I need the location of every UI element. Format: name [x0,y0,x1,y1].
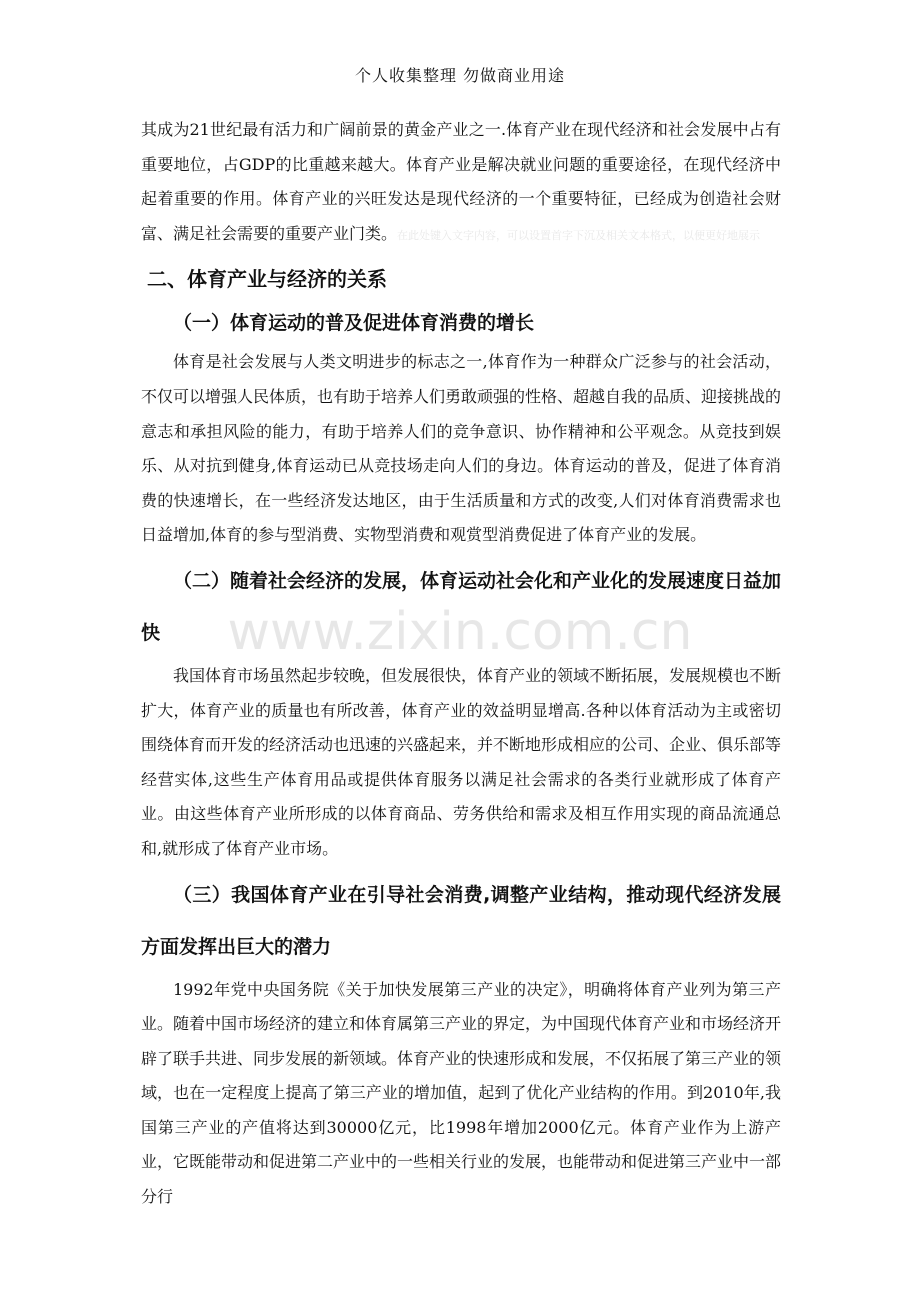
subsection-heading-1: （一）体育运动的普及促进体育消费的增长 [173,312,535,335]
page-header: 个人收集整理 勿做商业用途 [354,66,566,85]
faint-hidden-text: 在此处键入文字内容，可以设置首字下沉及相关文本格式，以便更好地展示 [397,228,761,242]
subsection-paragraph-2: 我国体育市场虽然起步较晚，但发展很快，体育产业的领域不断拓展，发展规模也不断扩大，体育产业的质量也有所改善，体育产业的效益明显增高.各种以体育活动为主或密切围绕体育而开发的经济活动也迅速的兴盛起来，并不断地形成相应的公司、企业、俱乐部等经营实体,这些生产体育用品或提供体育服务以满足社会需求的各类行业就形成了体育产业。由这些体育产业所形成的以体育商品、劳务供给和需求及相互作用实现的商品流通总和,就形成了体育产业市场。 [141,665,782,858]
section-heading: 二、体育产业与经济的关系 [147,267,387,292]
intro-text: 其成为21世纪最有活力和广阔前景的黄金产业之一.体育产业在现代经济和社会发展中占有重要地位，占GDP的比重越来越大。体育产业是解决就业问题的重要途径，在现代经济中起着重要的作用。体育产业的兴旺发达是现代经济的一个重要特征，已经成为创造社会财富、满足社会需要的重要产业门类。 [141,120,781,243]
watermark: www.zixin.com.cn [227,602,693,662]
subsection-heading-2: （二）随着社会经济的发展，体育运动社会化和产业化的发展速度日益加快 [141,569,782,644]
document-body [141,113,781,1215]
intro-paragraph [141,113,781,253]
subsection-paragraph-3: 1992年党中央国务院《关于加快发展第三产业的决定》，明确将体育产业列为第三产业。随着中国市场经济的建立和体育属第三产业的界定，为中国现代体育产业和市场经济开辟了联手共进、同步发展的新领域。体育产业的快速形成和发展，不仅拓展了第三产业的领域，也在一定程度上提高了第三产业的增加值，起到了优化产业结构的作用。到2010年,我国第三产业的产值将达到30000亿元，比1998年增加2000亿元。体育产业作为上游产业，它既能带动和促进第二产业中的一些相关行业的发展，也能带动和促进第三产业中一部分行 [141,979,782,1207]
subsection-paragraph-1: 体育是社会发展与人类文明进步的标志之一,体育作为一种群众广泛参与的社会活动，不仅可以增强人民体质，也有助于培养人们勇敢顽强的性格、超越自我的品质、迎接挑战的意志和承担风险的能力，有助于培养人们的竞争意识、协作精神和公平观念。从竞技到娱乐、从对抗到健身,体育运动已从竞技场走向人们的身边。体育运动的普及，促进了体育消费的快速增长，在一些经济发达地区，由于生活质量和方式的改变,人们对体育消费需求也日益增加,体育的参与型消费、实物型消费和观赏型消费促进了体育产业的发展。 [141,352,782,545]
subsection-heading-3: （三）我国体育产业在引导社会消费,调整产业结构，推动现代经济发展方面发挥出巨大的潜力 [141,883,781,958]
